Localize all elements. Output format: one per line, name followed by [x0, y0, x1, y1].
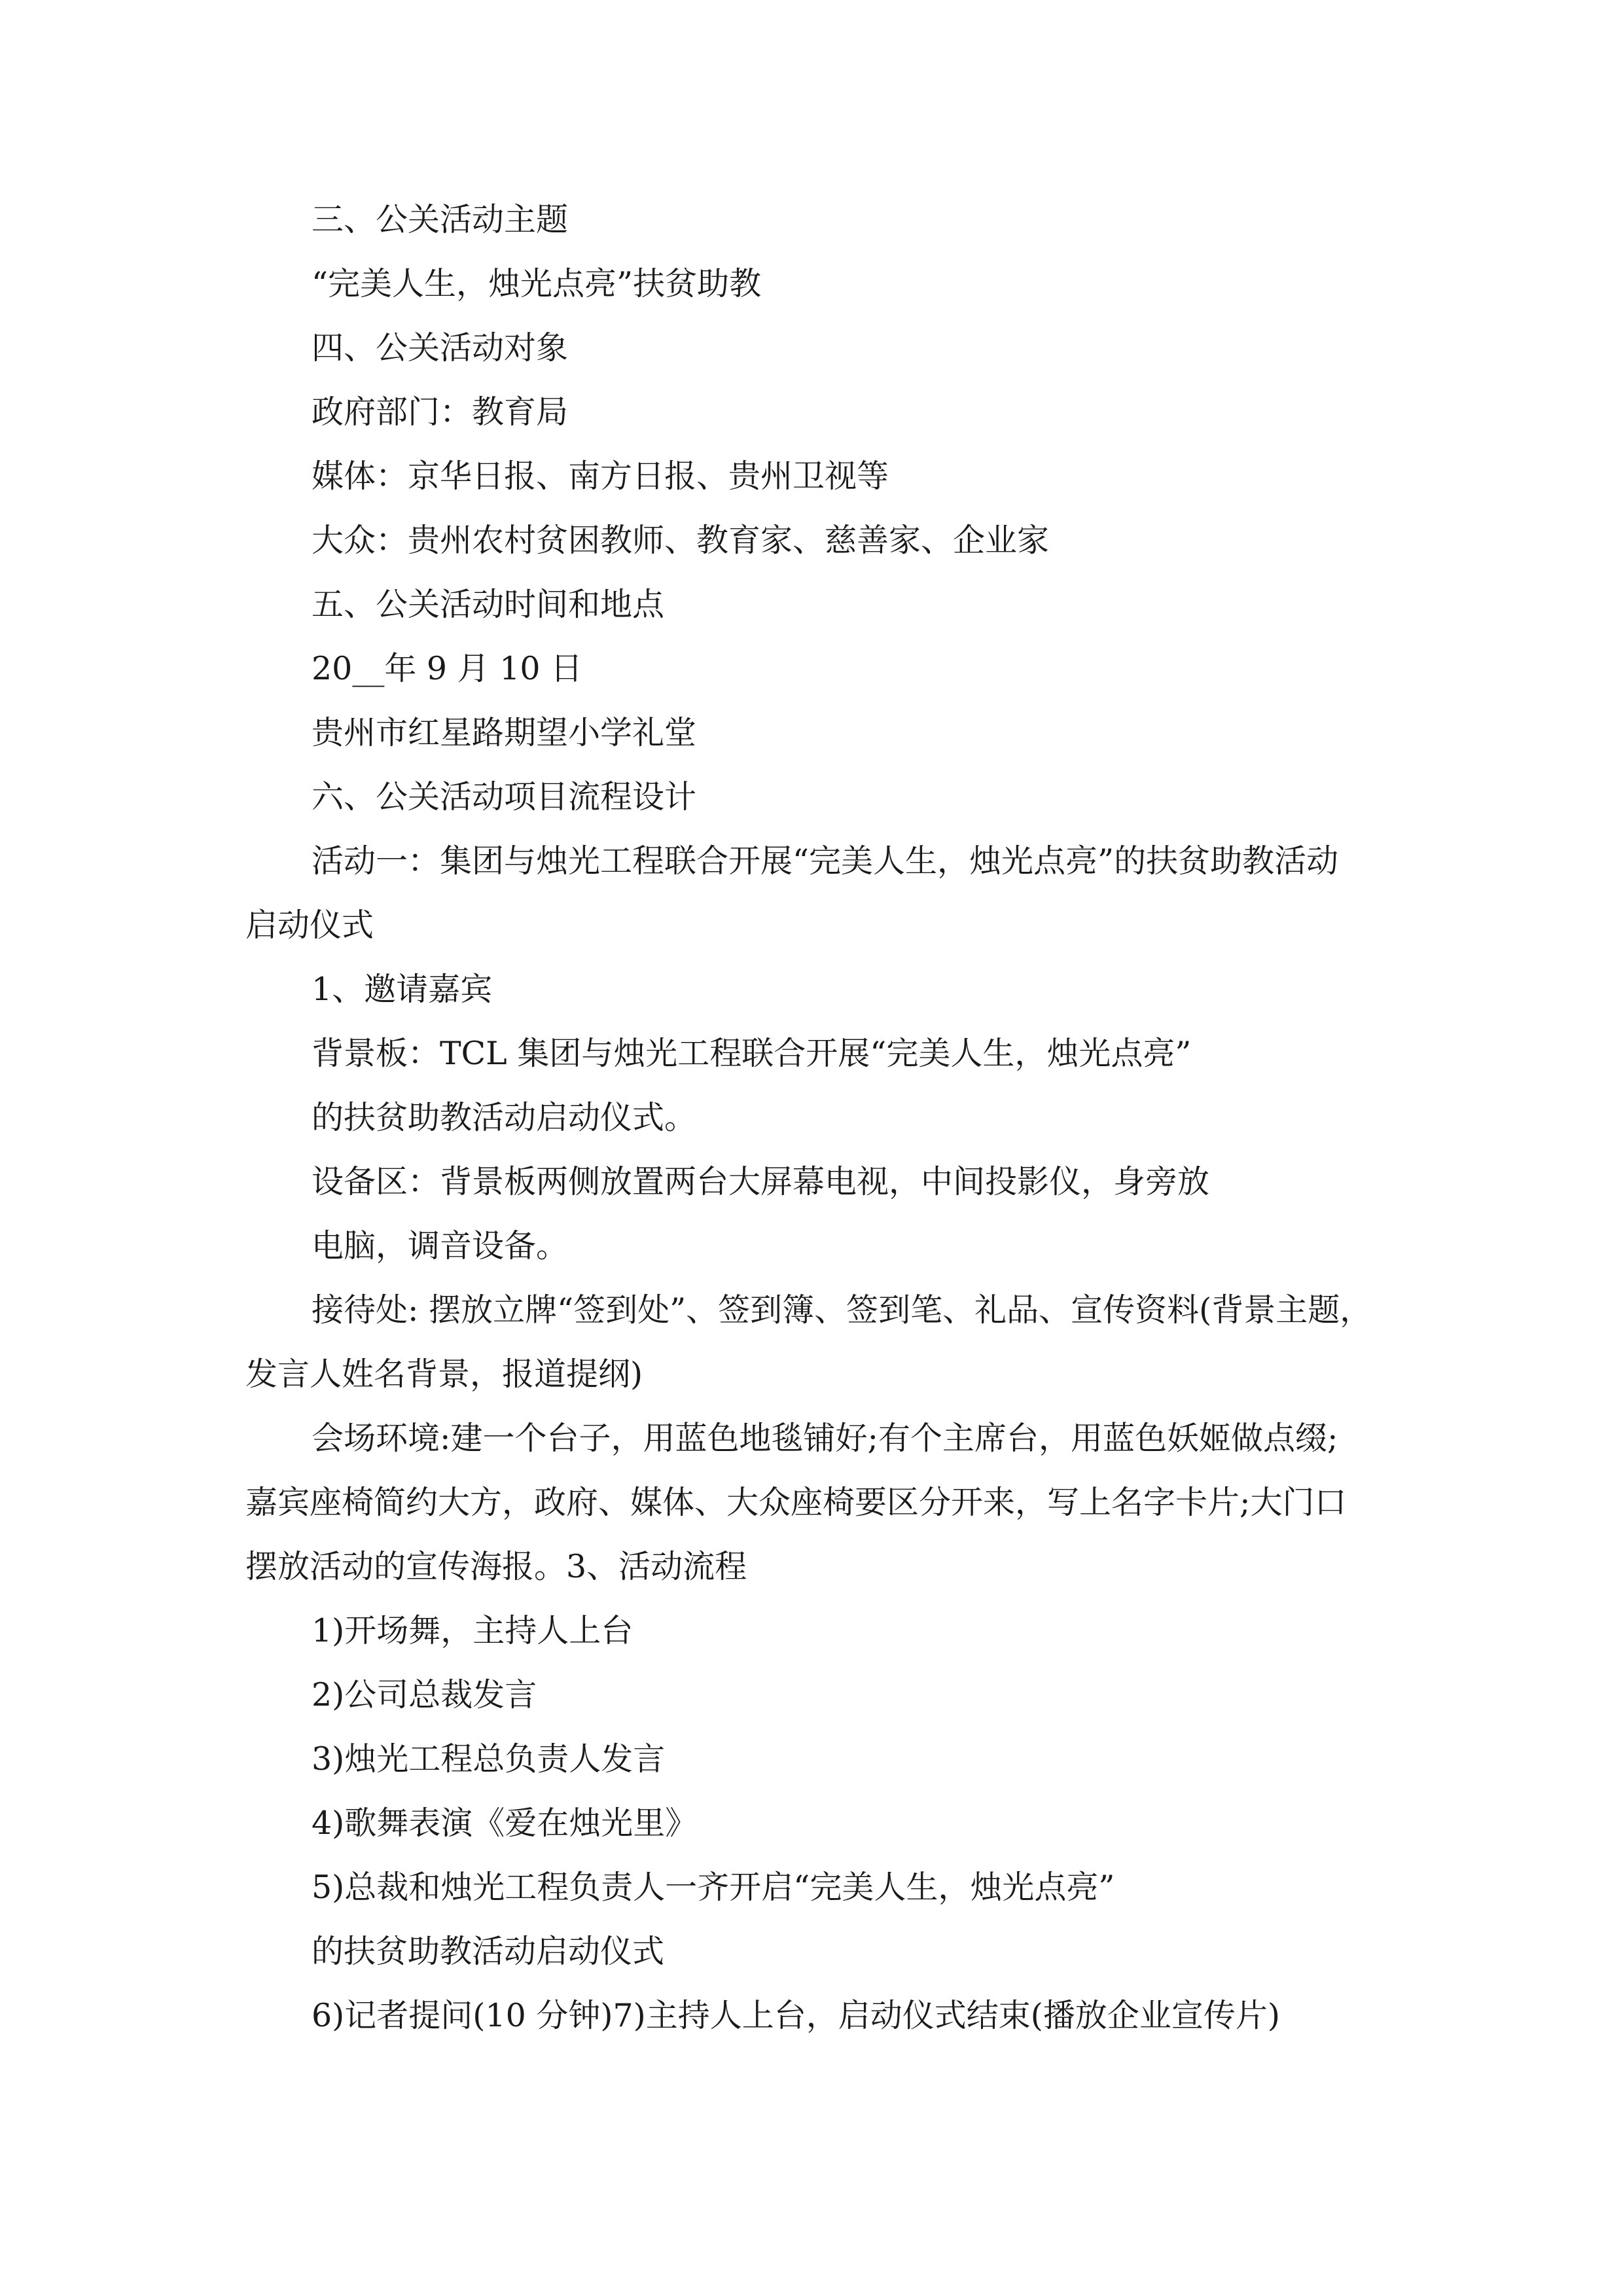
heading-audience: 四、公关活动对象: [312, 329, 569, 367]
activity-one-text-cont: 启动仪式: [245, 906, 374, 944]
event-venue: 贵州市红星路期望小学礼堂: [312, 714, 697, 751]
backdrop-text-cont: 的扶贫助教活动启动仪式。: [312, 1099, 697, 1136]
flow-item-6-7: 6)记者提问(10 分钟)7)主持人上台，启动仪式结束(播放企业宣传片): [312, 1997, 1280, 2034]
flow-item-5-cont: 的扶贫助教活动启动仪式: [312, 1933, 665, 1970]
flow-item-1: 1)开场舞，主持人上台: [312, 1612, 633, 1649]
equipment-text-cont: 电脑，调音设备。: [312, 1227, 569, 1265]
flow-item-3: 3)烛光工程总负责人发言: [312, 1740, 666, 1778]
heading-process-design: 六、公关活动项目流程设计: [312, 778, 697, 816]
venue-environment-text: 会场环境:建一个台子，用蓝色地毯铺好;有个主席台，用蓝色妖姬做点缀;: [312, 1420, 1338, 1457]
step-invite-guests: 1、邀请嘉宾: [312, 971, 493, 1008]
audience-government: 政府部门：教育局: [312, 393, 569, 431]
heading-theme: 三、公关活动主题: [312, 201, 569, 238]
heading-time-place: 五、公关活动时间和地点: [312, 586, 665, 623]
venue-environment-cont: 嘉宾座椅简约大方，政府、媒体、大众座椅要区分开来，写上名字卡片;大门口: [245, 1484, 1347, 1521]
audience-media: 媒体：京华日报、南方日报、贵州卫视等: [312, 457, 889, 495]
equipment-text: 设备区：背景板两侧放置两台大屏幕电视，中间投影仪，身旁放: [312, 1163, 1210, 1200]
reception-text: 接待处: 摆放立牌“签到处”、签到簿、签到笔、礼品、宣传资料(背景主题，: [312, 1291, 1372, 1329]
activity-one-text: 活动一：集团与烛光工程联合开展“完美人生，烛光点亮”的扶贫助教活动: [312, 842, 1339, 880]
theme-text: “完美人生，烛光点亮”扶贫助教: [312, 265, 762, 302]
flow-item-2: 2)公司总裁发言: [312, 1676, 537, 1713]
venue-environment-end: 摆放活动的宣传海报。3、活动流程: [245, 1548, 747, 1585]
flow-item-4: 4)歌舞表演《爱在烛光里》: [312, 1804, 698, 1842]
event-date: 20__年 9 月 10 日: [312, 650, 583, 687]
reception-text-cont: 发言人姓名背景，报道提纲): [245, 1355, 643, 1393]
flow-item-5: 5)总裁和烛光工程负责人一齐开启“完美人生，烛光点亮”: [312, 1869, 1115, 1906]
audience-public: 大众：贵州农村贫困教师、教育家、慈善家、企业家: [312, 522, 1050, 559]
backdrop-text: 背景板：TCL 集团与烛光工程联合开展“完美人生，烛光点亮”: [312, 1035, 1192, 1072]
